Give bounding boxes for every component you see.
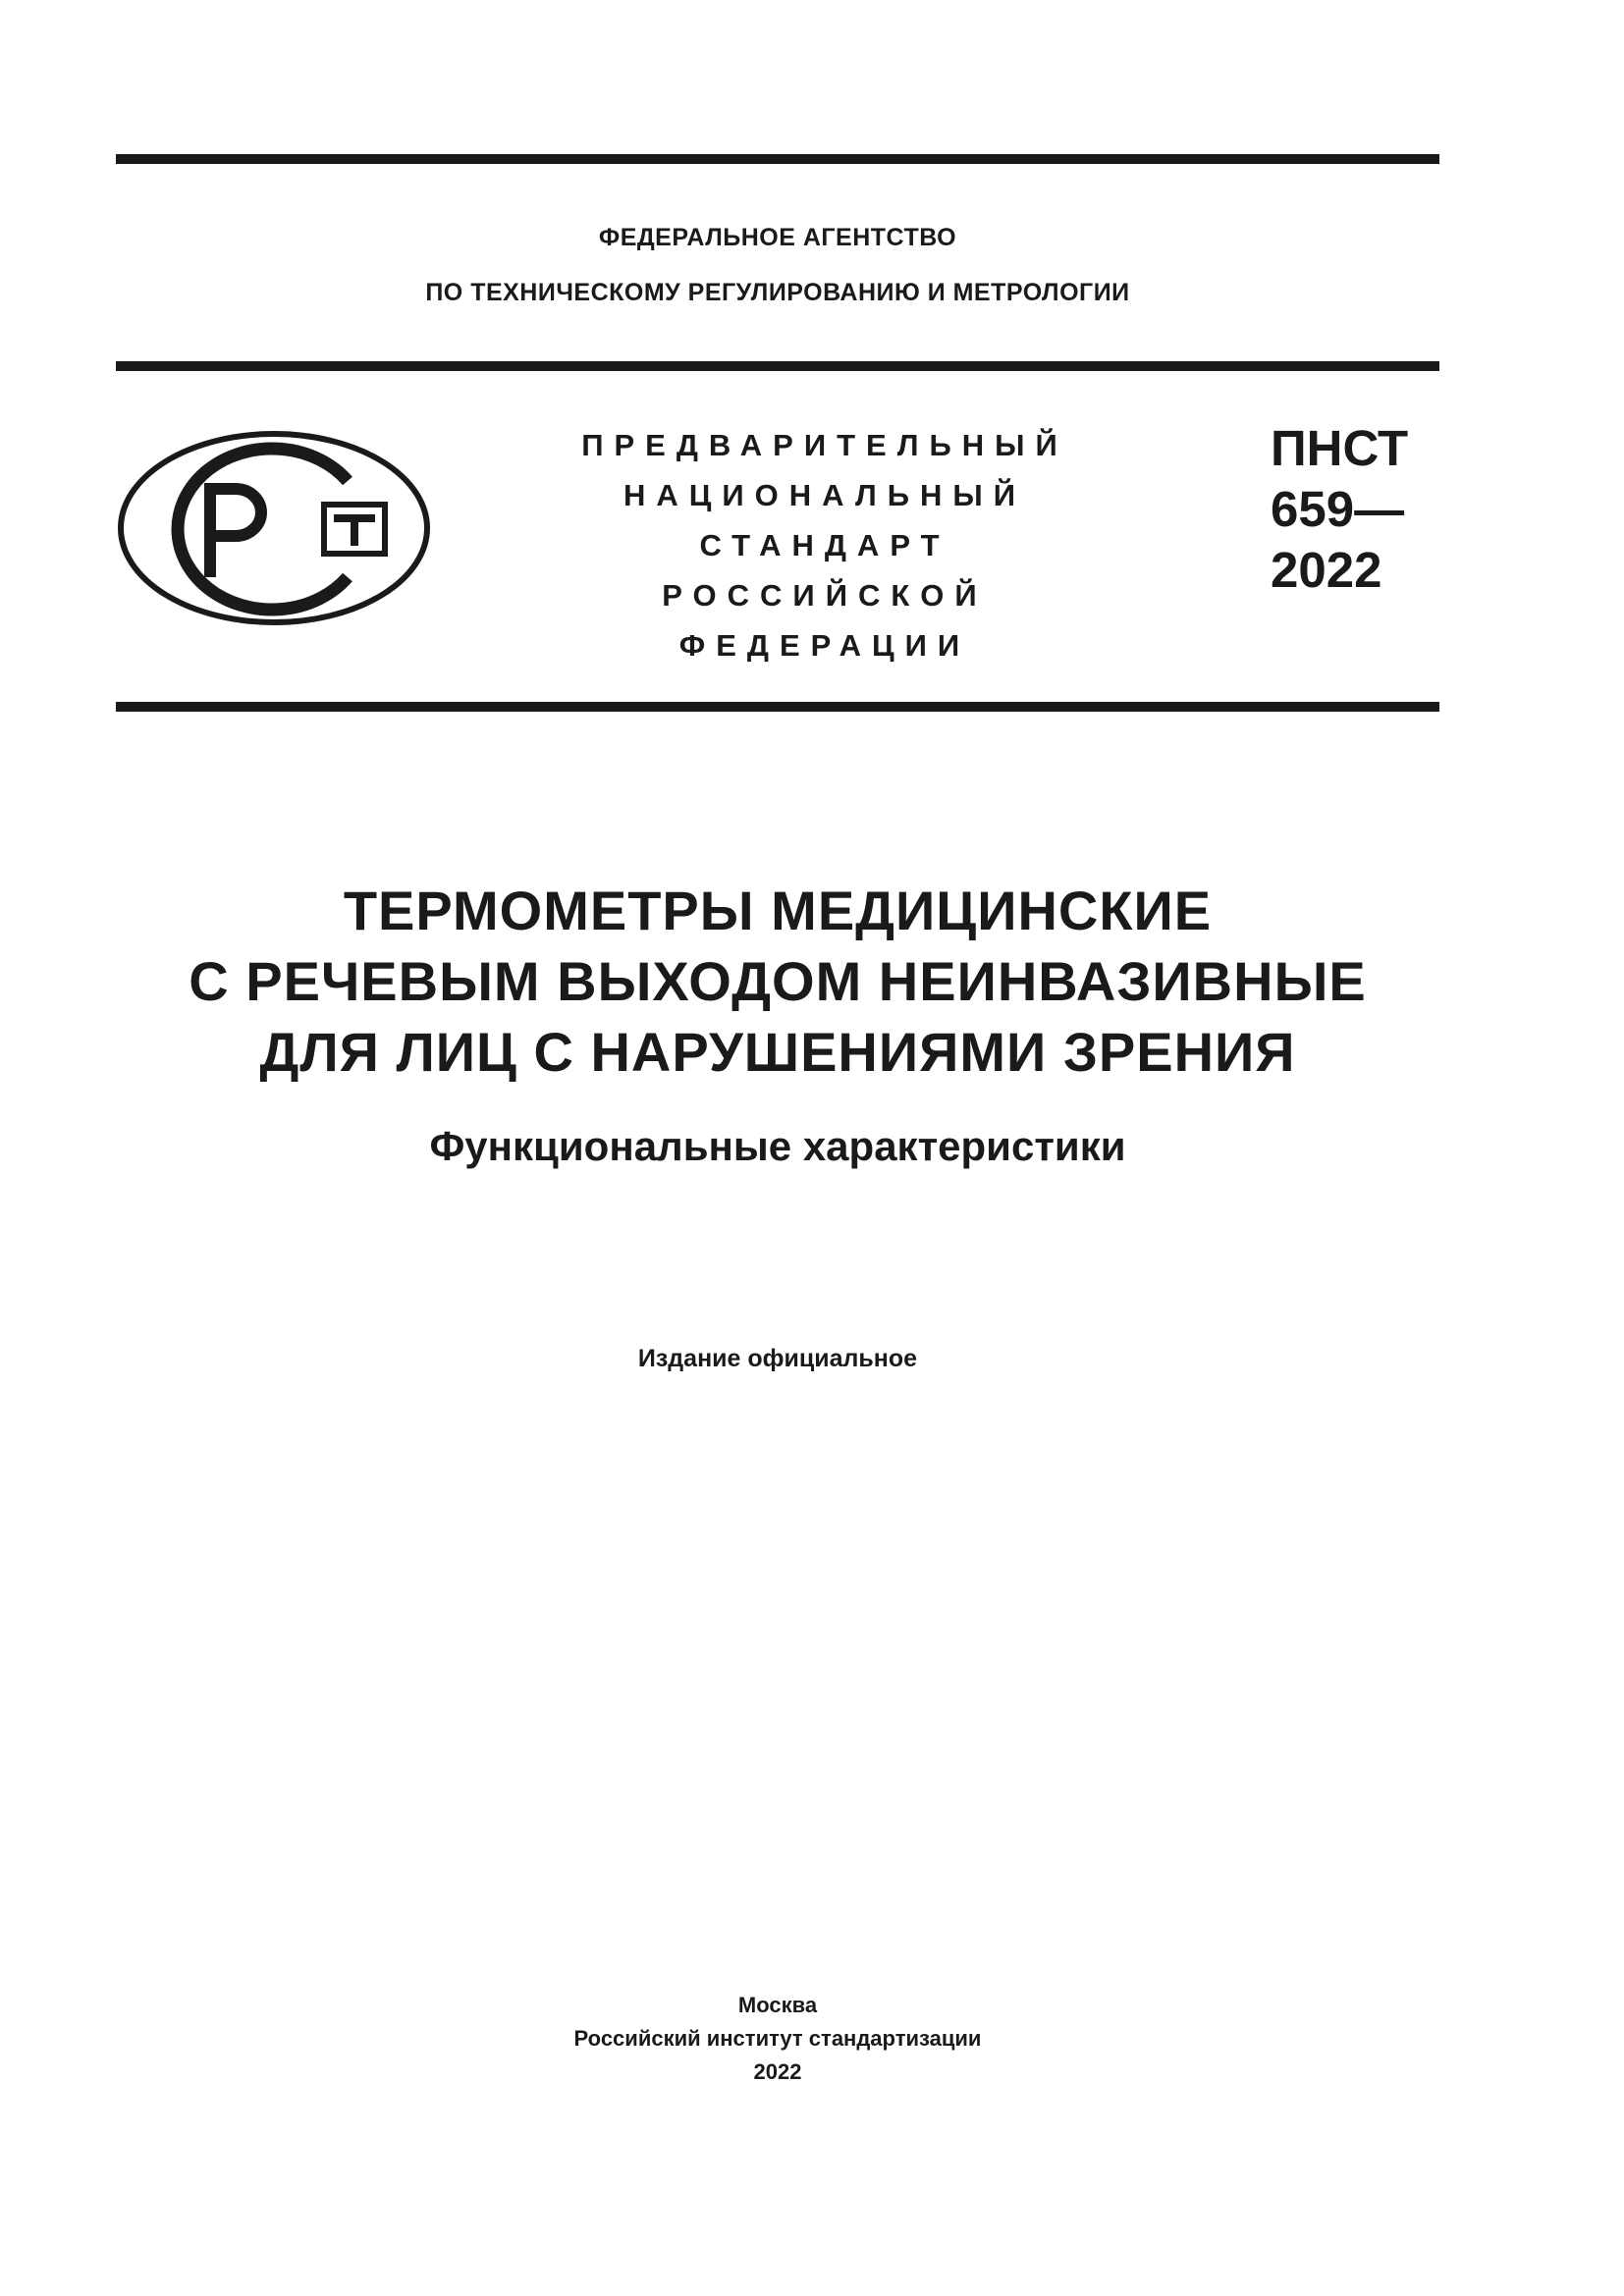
imprint-city: Москва <box>737 1993 818 2017</box>
document-title <box>116 876 1439 1088</box>
standard-type-line: ПРЕДВАРИТЕЛЬНЫЙ <box>581 428 1068 462</box>
standard-type <box>550 420 1100 670</box>
standard-type-line: РОССИЙСКОЙ <box>662 578 988 613</box>
agency-line-2: ПО ТЕХНИЧЕСКОМУ РЕГУЛИРОВАНИЮ И МЕТРОЛОГИИ <box>425 279 1130 306</box>
standard-type-line: СТАНДАРТ <box>699 528 950 562</box>
standard-rule <box>116 702 1439 712</box>
standard-type-line: НАЦИОНАЛЬНЫЙ <box>623 478 1027 512</box>
standard-number-line: 659— <box>1271 481 1405 537</box>
standard-number-line: 2022 <box>1271 542 1382 598</box>
document-subtitle: Функциональные характеристики <box>429 1123 1126 1169</box>
imprint <box>116 1989 1439 2089</box>
header-rule <box>116 361 1439 371</box>
title-line: С РЕЧЕВЫМ ВЫХОДОМ НЕИНВАЗИВНЫЕ <box>189 950 1367 1012</box>
top-rule <box>116 154 1439 164</box>
imprint-publisher: Российский институт стандартизации <box>573 2026 982 2051</box>
standard-number <box>1271 418 1408 601</box>
standard-type-line: ФЕДЕРАЦИИ <box>678 628 971 663</box>
imprint-year: 2022 <box>753 2059 802 2084</box>
agency-line-1: ФЕДЕРАЛЬНОЕ АГЕНТСТВО <box>598 224 957 251</box>
title-line: ДЛЯ ЛИЦ С НАРУШЕНИЯМИ ЗРЕНИЯ <box>259 1021 1296 1083</box>
gost-r-mark-icon <box>116 430 432 626</box>
edition-note: Издание официальное <box>637 1345 918 1372</box>
standard-number-line: ПНСТ <box>1271 420 1409 476</box>
title-line: ТЕРМОМЕТРЫ МЕДИЦИНСКИЕ <box>343 880 1213 941</box>
